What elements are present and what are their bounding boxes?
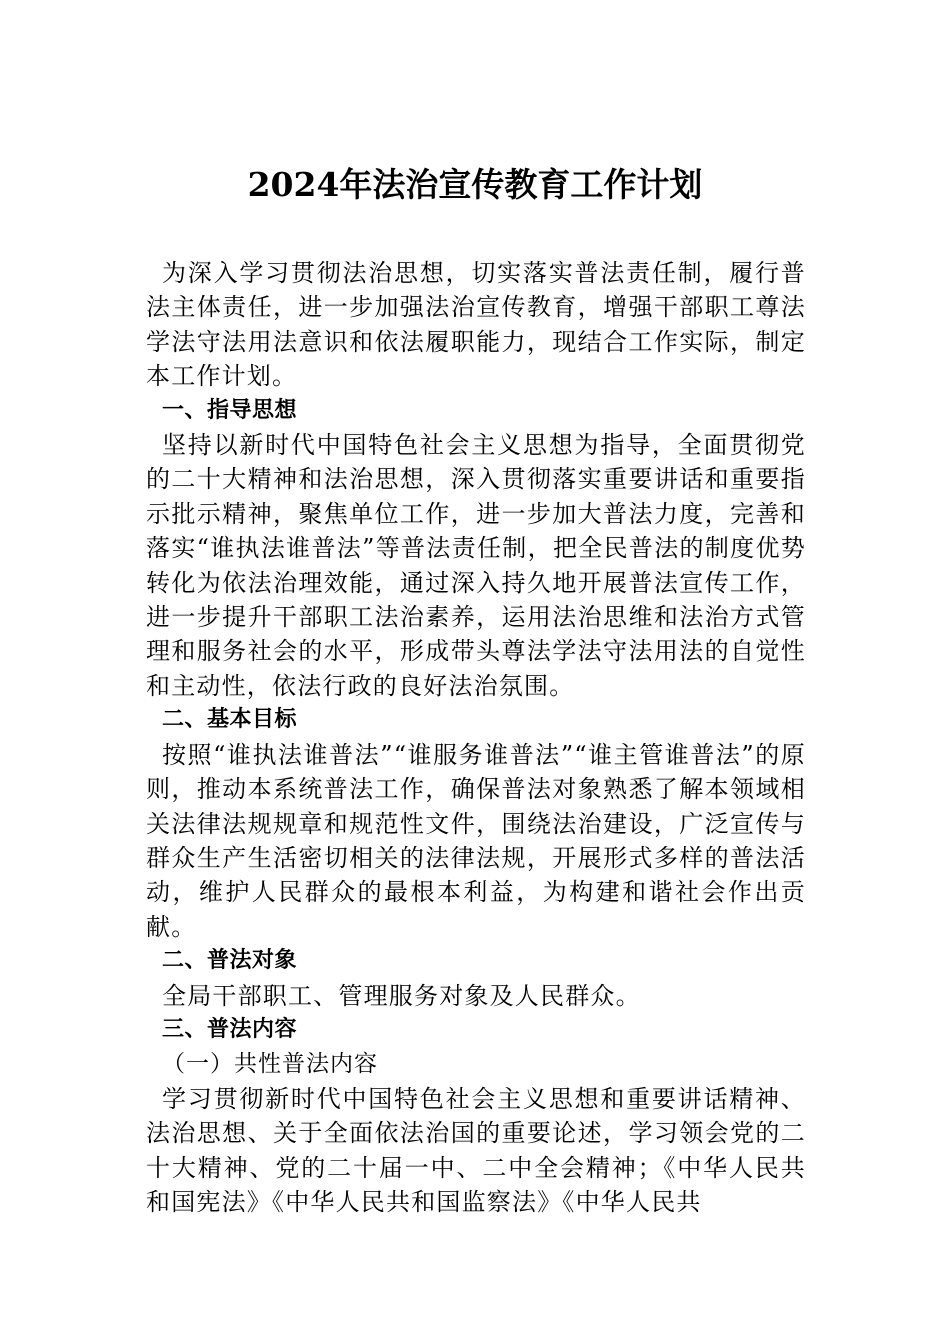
document-body [146,256,806,1219]
section-heading-content: 三、普法内容 [162,1016,298,1042]
section-heading-basic-goals: 二、基本目标 [162,707,298,733]
section-heading-audience: 二、普法对象 [162,948,298,974]
section-paragraph-basic-goals: 按照“谁执法谁普法”“谁服务谁普法”“谁主管谁普法”的原则，推动本系统普法工作，确保普法对象熟悉了解本领域相关法律法规规章和规范性文件，围绕法治建设，广泛宣传与群众生产生活密切相关的法律法规，开展形式多样的普法活动，维护人民群众的最根本利益，为构建和谐社会作出贡献。 [146,740,806,941]
section-paragraph-audience: 全局干部职工、管理服务对象及人民群众。 [162,981,641,1010]
subsection-heading-common-content: （一）共性普法内容 [162,1051,378,1078]
document-title: 2024年法治宣传教育工作计划 [247,165,703,204]
section-paragraph-common-content: 学习贯彻新时代中国特色社会主义思想和重要讲话精神、法治思想、关于全面依法治国的重要论述，学习领会党的二十大精神、党的二十届一中、二中全会精神；《中华人民共和国宪法》《中华人民共和国监察法》《中华人民共 [146,1084,806,1216]
section-paragraph-guiding-ideology: 坚持以新时代中国特色社会主义思想为指导，全面贯彻党的二十大精神和法治思想，深入贯彻落实重要讲话和重要指示批示精神，聚焦单位工作，进一步加大普法力度，完善和落实“谁执法谁普法”等普法责任制，把全民普法的制度优势转化为依法治理效能，通过深入持久地开展普法宣传工作，进一步提升干部职工法治素养，运用法治思维和法治方式管理和服务社会的水平，形成带头尊法学法守法用法的自觉性和主动性，依法行政的良好法治氛围。 [146,431,806,700]
section-heading-guiding-ideology: 一、指导思想 [162,397,298,423]
intro-paragraph: 为深入学习贯彻法治思想，切实落实普法责任制，履行普法主体责任，进一步加强法治宣传教育，增强干部职工尊法学法守法用法意识和依法履职能力，现结合工作实际，制定本工作计划。 [146,259,806,391]
